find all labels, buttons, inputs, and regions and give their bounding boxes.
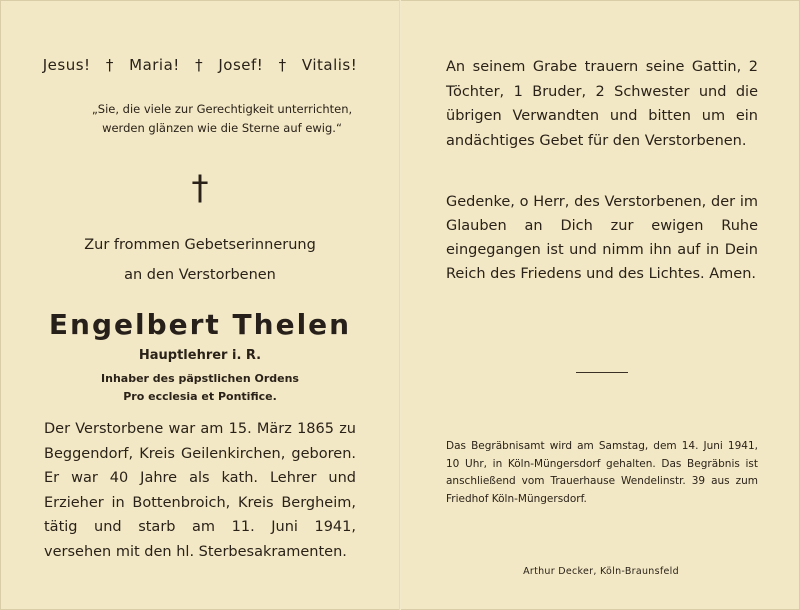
- printer-credit: Arthur Decker, Köln-Braunsfeld: [523, 566, 679, 577]
- cross-icon: †: [278, 56, 287, 74]
- funeral-notice: Das Begräbnisamt wird am Samstag, dem 14. Juni 1941, 10 Uhr, in Köln-Müngersdorf gehalten. Das Begräbnis ist anschließend vom Trauerhause Wendelinstr. 39 aus zum Friedhof Köln-Müngersdorf.: [446, 440, 758, 505]
- mourners-paragraph: An seinem Grabe trauern seine Gattin, 2 Töchter, 1 Bruder, 2 Schwester und die übrigen Verwandten und bitten um ein andächtiges Gebet für den Verstorbenen.: [446, 59, 758, 149]
- intro-text: [0, 230, 400, 290]
- invocation-jesus: Jesus!: [42, 56, 91, 74]
- deceased-title: Hauptlehrer i. R.: [138, 348, 262, 363]
- intro-line-1: Zur frommen Gebetserinnerung: [84, 237, 316, 253]
- quote-line-2: werden glänzen wie die Sterne auf ewig.“: [102, 121, 342, 135]
- cross-icon: †: [105, 56, 114, 74]
- biography-paragraph: Der Verstorbene war am 15. März 1865 zu Beggendorf, Kreis Geilenkirchen, geboren. Er war 40 Jahre als kath. Lehrer und Erzieher in Bottenbroich, Kreis Bergheim, tätig und starb am 11. Juni 1941, versehen mit den hl. Sterbesakramenten.: [44, 421, 356, 560]
- order-line-2: Pro ecclesia et Pontifice.: [123, 390, 277, 403]
- invocation-line: [0, 56, 400, 74]
- invocation-josef: Josef!: [218, 56, 264, 74]
- large-cross-icon: †: [191, 168, 209, 208]
- prayer-paragraph: Gedenke, o Herr, des Verstorbenen, der im Glauben an Dich zur ewigen Ruhe eingegangen ist und nimm ihn auf in Dein Reich des Friedens und des Lichtes. Amen.: [446, 194, 758, 282]
- quote-line-1: „Sie, die viele zur Gerechtigkeit unterrichten,: [91, 102, 353, 116]
- invocation-vitalis: Vitalis!: [301, 56, 358, 74]
- order-line-1: Inhaber des päpstlichen Ordens: [101, 372, 299, 385]
- divider: [576, 372, 628, 373]
- cross-icon: †: [195, 56, 204, 74]
- intro-line-2: an den Verstorbenen: [124, 267, 276, 283]
- invocation-maria: Maria!: [129, 56, 180, 74]
- center-fold: [399, 0, 401, 610]
- deceased-name: Engelbert Thelen: [48, 308, 352, 341]
- papal-order: [0, 370, 400, 406]
- scripture-quote: [72, 100, 372, 138]
